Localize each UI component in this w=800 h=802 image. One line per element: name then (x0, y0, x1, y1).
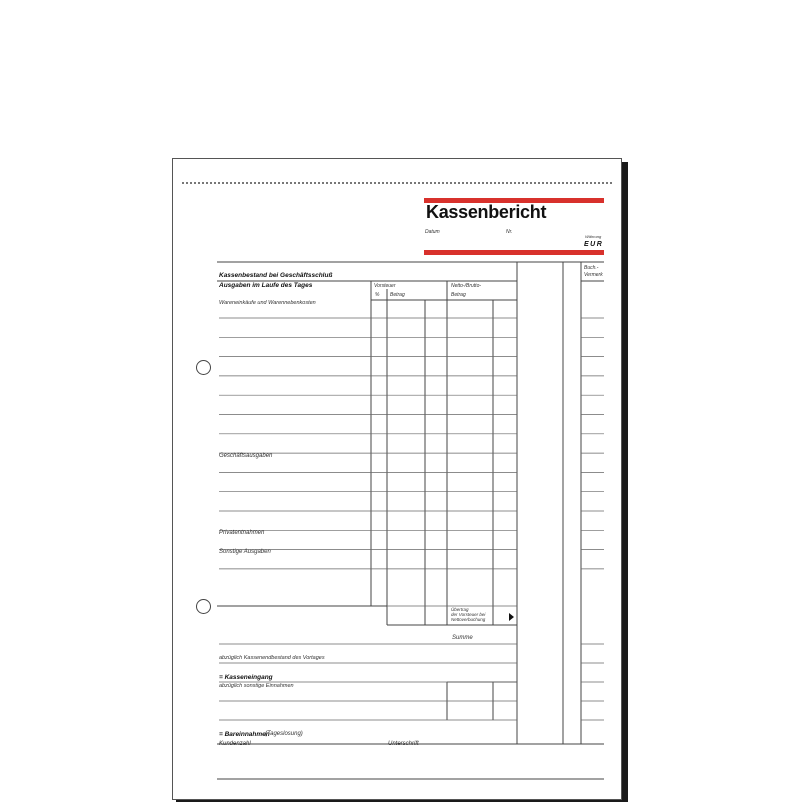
abzueglich-vortag-label: abzüglich Kassenendbestand des Vortages (219, 655, 325, 661)
form-title: Kassenbericht (426, 202, 547, 222)
ausgaben-heading: Ausgaben im Laufe des Tages (219, 282, 313, 289)
wareneinkaeufe-label: Wareneinkäufe und Warennebenkosten (219, 300, 316, 306)
summe-label: Summe (452, 635, 473, 641)
tagesloesung-label: (Tageslosung) (265, 731, 303, 737)
prozent-header: % (375, 292, 380, 298)
unterschrift-label: Unterschrift (388, 741, 419, 747)
betrag-header: Betrag (390, 292, 405, 298)
netto-brutto-header: Netto-/Brutto- (451, 283, 482, 289)
nr-label: Nr. (506, 229, 513, 235)
kasseneingang-label: = Kasseneingang (219, 674, 273, 681)
kundenzahl-label: Kundenzahl (219, 741, 251, 747)
sonstige-ausgaben-label: Sonstige Ausgaben (219, 549, 271, 555)
waehrung-label: Währung (585, 234, 602, 239)
vorsteuer-header: Vorsteuer (374, 283, 396, 289)
netto-brutto-betrag-header: Betrag (451, 292, 466, 298)
kassenbestand-heading: Kassenbestand bei Geschäftsschluß (219, 272, 333, 279)
arrow-right-icon (509, 613, 514, 621)
buch-header: Buch.- (584, 265, 599, 271)
uebertrag-line3: Nettoverbuchung (451, 617, 486, 622)
bareinnahmen-label: = Bareinnahmen (219, 731, 270, 738)
uebertrag-line2: der Vorsteuer bei (451, 612, 486, 617)
sonstige-einnahmen-label: abzüglich sonstige Einnahmen (219, 683, 294, 689)
uebertrag-line1: Übertrag (451, 607, 469, 612)
currency-value: EUR (584, 241, 604, 248)
vermerk-header: Vermerk (584, 272, 603, 278)
geschaeftsausgaben-label: Geschäftsausgaben (219, 453, 273, 459)
datum-label: Datum (425, 229, 440, 235)
privatentnahmen-label: Privatentnahmen (219, 530, 265, 536)
